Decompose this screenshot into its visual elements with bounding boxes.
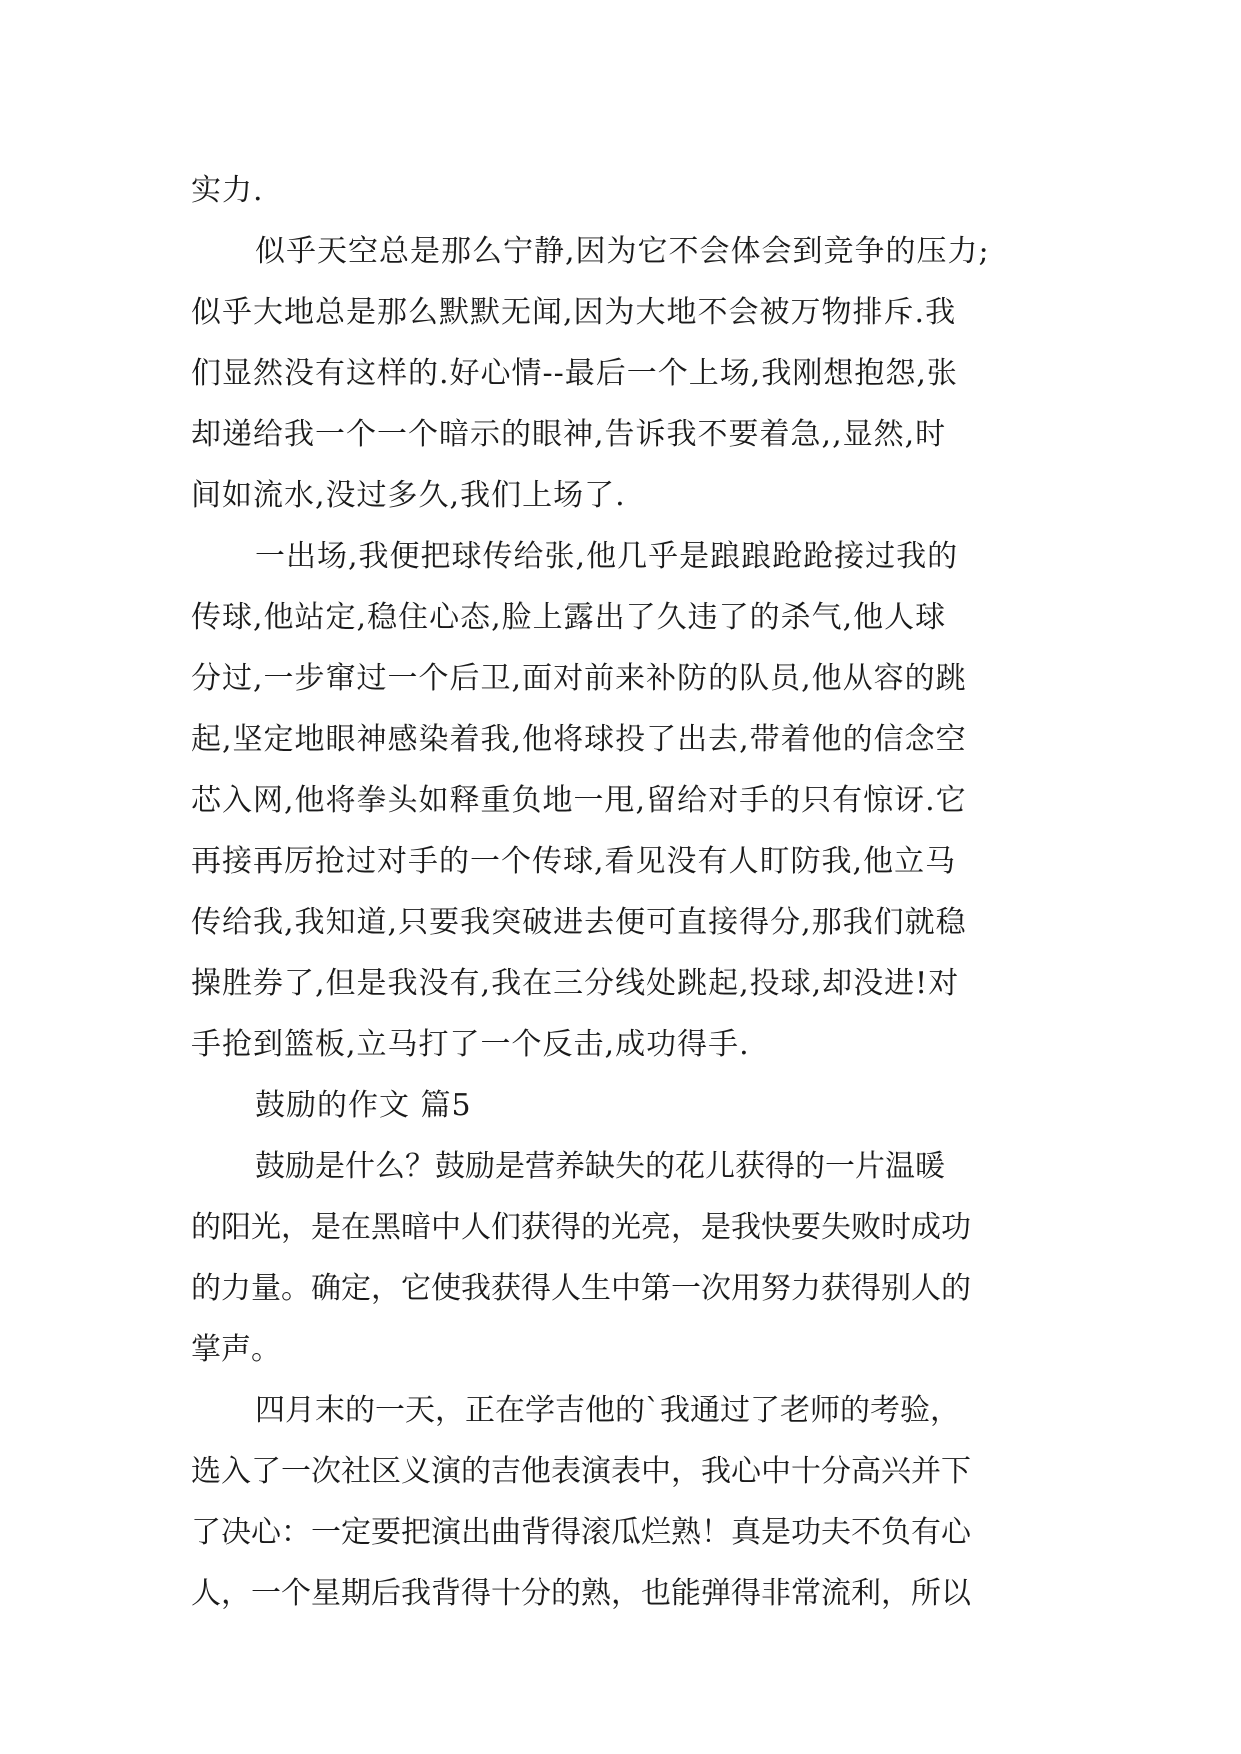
section-heading: 鼓励的作文 篇5 xyxy=(255,1088,472,1123)
text-line: 间如流水,没过多久,我们上场了. xyxy=(191,478,626,513)
text-line: 了决心：一定要把演出曲背得滚瓜烂熟！真是功夫不负有心 xyxy=(191,1515,971,1550)
text-line: 芯入网,他将拳头如释重负地一甩,留给对手的只有惊讶.它 xyxy=(191,783,967,818)
document-page xyxy=(191,160,1053,1624)
text-line: 再接再厉抢过对手的一个传球,看见没有人盯防我,他立马 xyxy=(191,844,957,879)
paragraph-start: 一出场,我便把球传给张,他几乎是踉踉跄跄接过我的 xyxy=(255,539,959,574)
text-line: 传给我,我知道,只要我突破进去便可直接得分,那我们就稳 xyxy=(191,905,967,940)
text-line: 操胜券了,但是我没有,我在三分线处跳起,投球,却没进!对 xyxy=(191,966,960,1001)
text-line: 实力. xyxy=(191,173,264,208)
text-line: 的力量。确定，它使我获得人生中第一次用努力获得别人的 xyxy=(191,1271,971,1306)
text-line: 传球,他站定,稳住心态,脸上露出了久违了的杀气,他人球 xyxy=(191,600,947,635)
text-line: 分过,一步窜过一个后卫,面对前来补防的队员,他从容的跳 xyxy=(191,661,967,696)
text-line: 们显然没有这样的.好心情--最后一个上场,我刚想抱怨,张 xyxy=(191,356,958,391)
text-line: 选入了一次社区义演的吉他表演表中，我心中十分高兴并下 xyxy=(191,1454,971,1489)
paragraph-start: 鼓励是什么？鼓励是营养缺失的花儿获得的一片温暖 xyxy=(255,1149,945,1184)
text-line: 的阳光，是在黑暗中人们获得的光亮，是我快要失败时成功 xyxy=(191,1210,971,1245)
text-line: 起,坚定地眼神感染着我,他将球投了出去,带着他的信念空 xyxy=(191,722,967,757)
text-line: 手抢到篮板,立马打了一个反击,成功得手. xyxy=(191,1027,750,1062)
paragraph-start: 四月末的一天，正在学吉他的`我通过了老师的考验， xyxy=(255,1393,960,1428)
text-line: 掌声。 xyxy=(191,1332,281,1367)
text-line: 似乎大地总是那么默默无闻,因为大地不会被万物排斥.我 xyxy=(191,295,957,330)
paragraph-start: 似乎天空总是那么宁静,因为它不会体会到竞争的压力; xyxy=(255,234,990,269)
text-line: 人，一个星期后我背得十分的熟，也能弹得非常流利，所以 xyxy=(191,1576,971,1611)
text-line: 却递给我一个一个暗示的眼神,告诉我不要着急,,显然,时 xyxy=(191,417,947,452)
